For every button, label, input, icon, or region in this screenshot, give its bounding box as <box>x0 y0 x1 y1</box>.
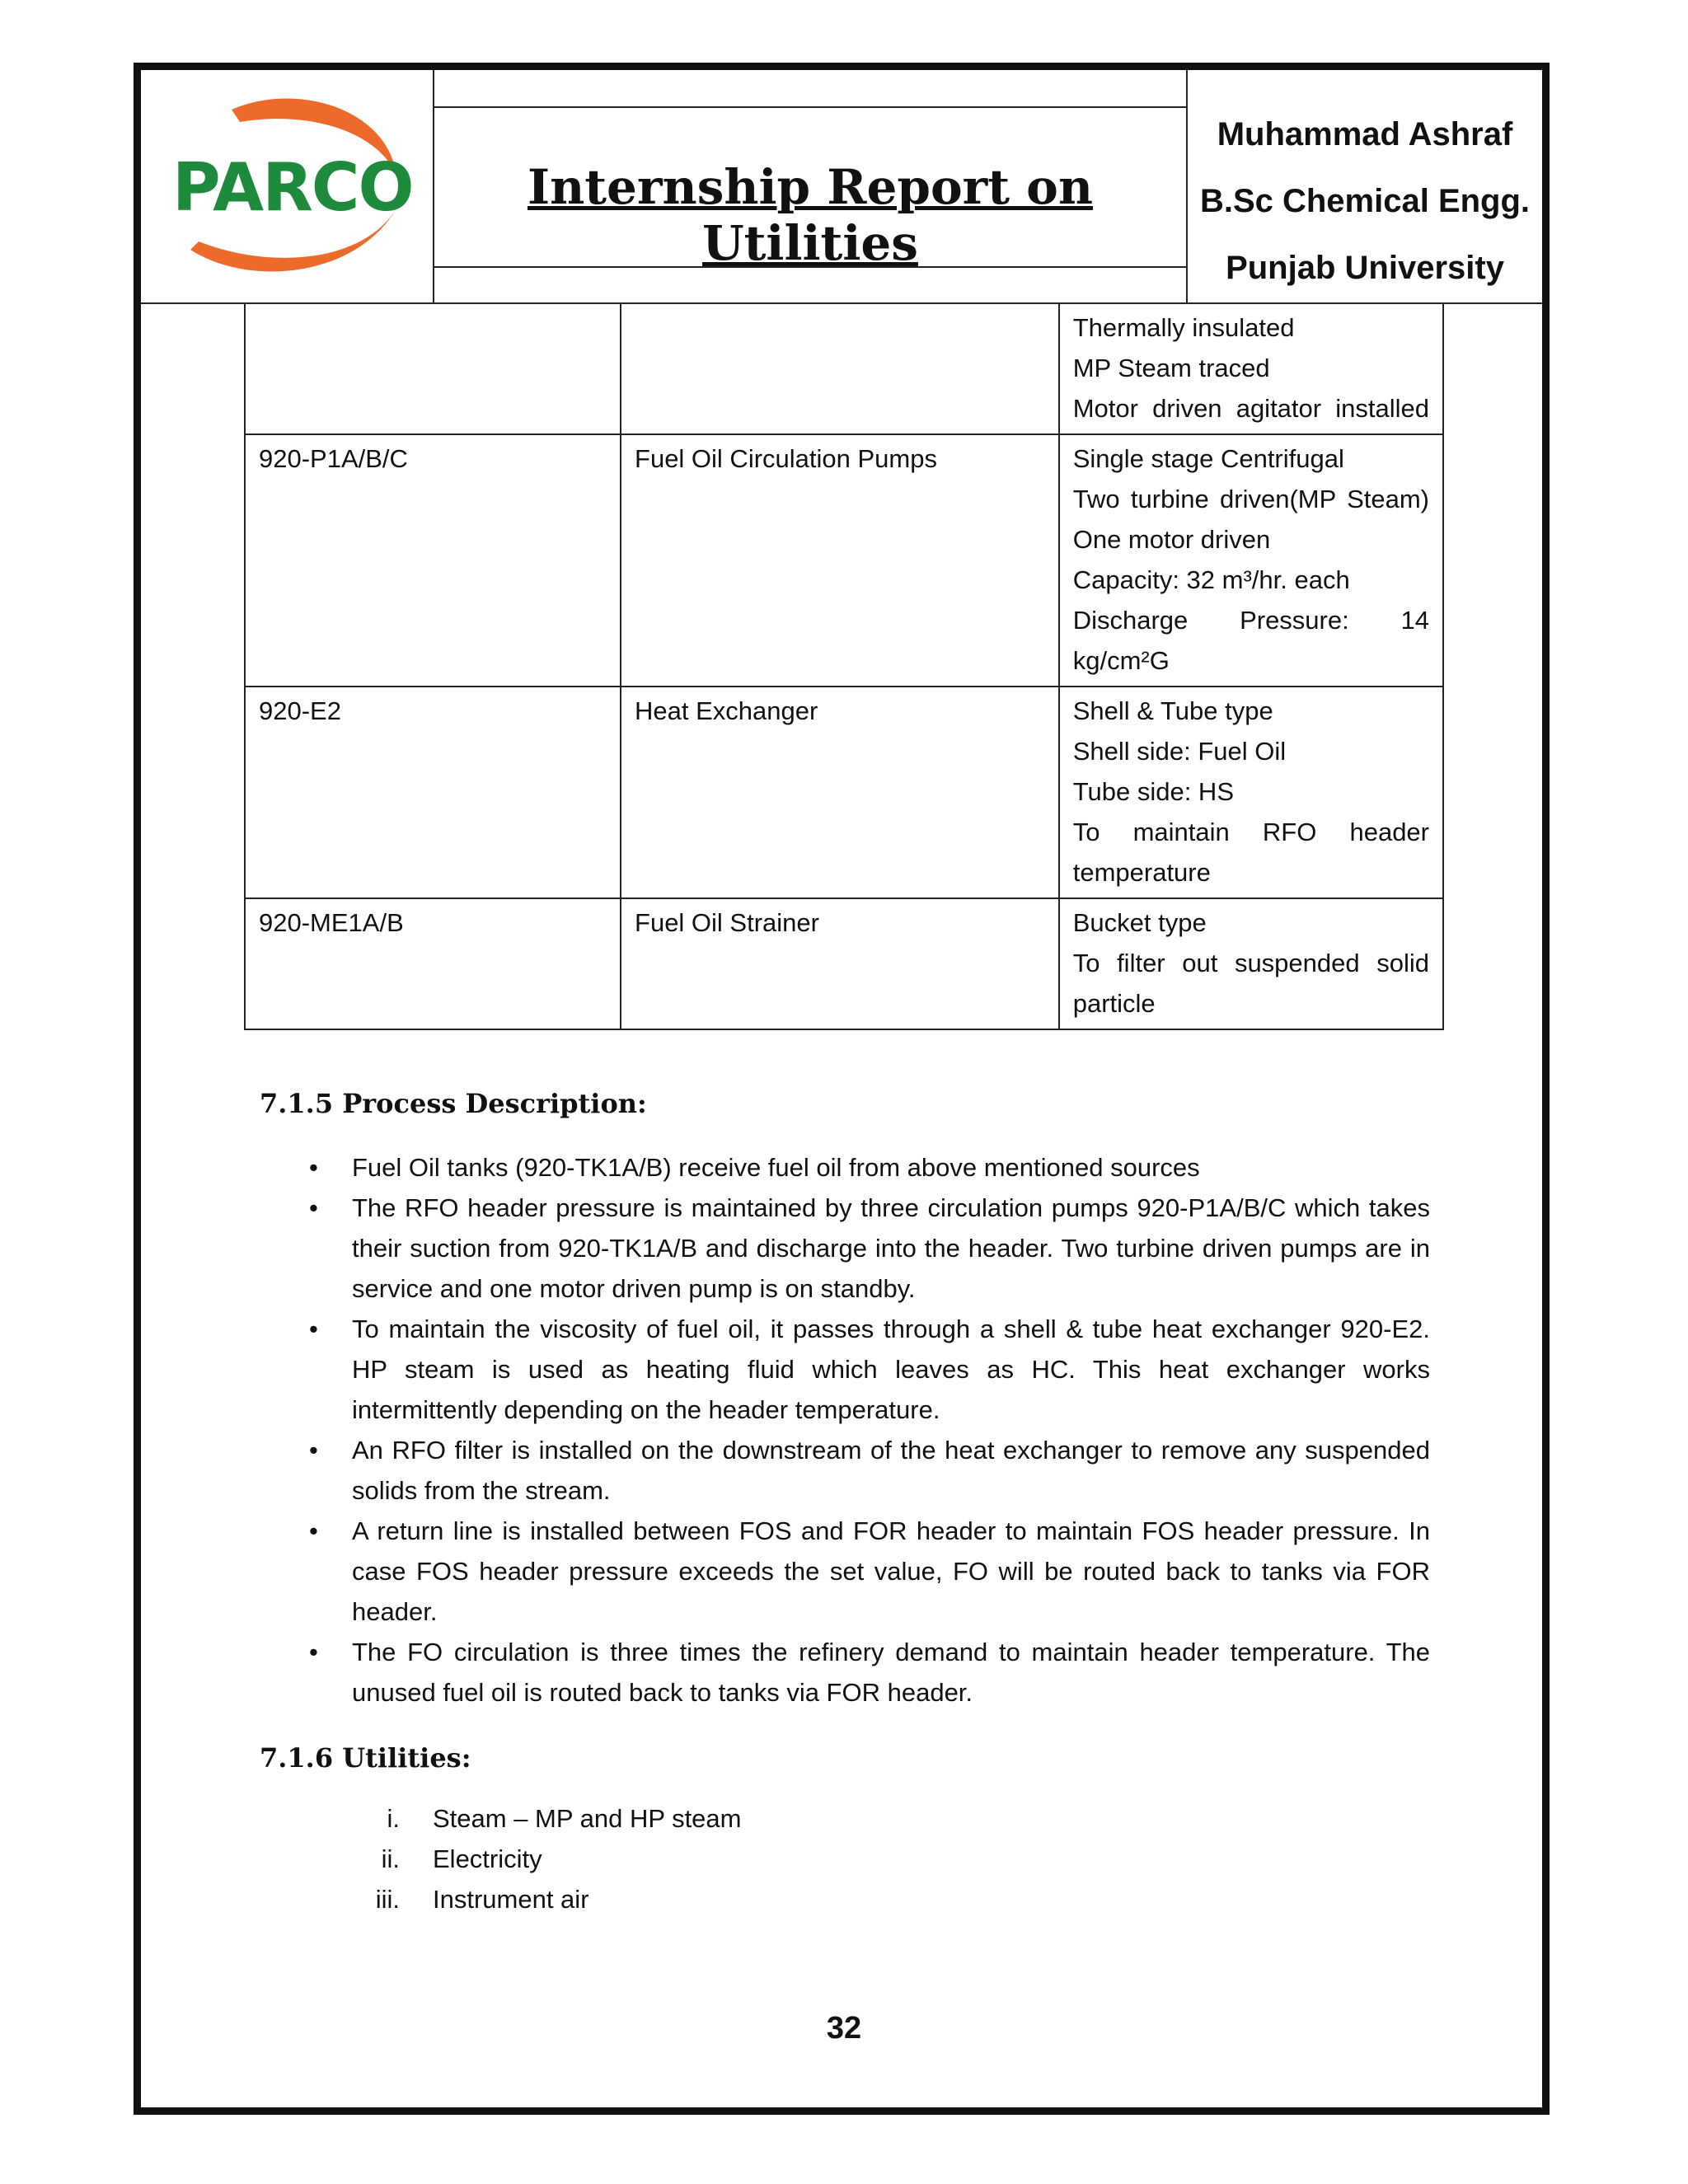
main-content <box>260 1088 1430 1919</box>
table-cell-specs <box>1059 687 1443 898</box>
table-cell-tag: 920-E2 <box>245 687 621 898</box>
table-row <box>245 687 1443 898</box>
list-item: iii. Instrument air <box>375 1885 589 1914</box>
table-row <box>245 303 1443 434</box>
table-row <box>245 434 1443 687</box>
spec-line: To filter out suspended solid particle <box>1072 949 1429 1018</box>
table-cell-name: Fuel Oil Strainer <box>621 898 1059 1029</box>
page-header <box>141 70 1542 304</box>
bullet-icon: • <box>309 1153 318 1182</box>
table-cell-tag <box>245 303 621 434</box>
table-cell-tag: 920-P1A/B/C <box>245 434 621 687</box>
process-bullet-list <box>260 1147 1430 1713</box>
spec-line: MP Steam traced <box>1072 354 1270 382</box>
table-cell-specs <box>1059 434 1443 687</box>
list-item: ii. Electricity <box>381 1844 542 1873</box>
table-cell-specs <box>1059 898 1443 1029</box>
spec-line: Shell & Tube type <box>1072 696 1273 725</box>
spec-line: Capacity: 32 m³/hr. each <box>1072 565 1350 594</box>
spec-line: Shell side: Fuel Oil <box>1072 737 1287 766</box>
spec-line: To maintain RFO header temperature <box>1072 818 1429 887</box>
spec-line: Two turbine driven(MP Steam) <box>1072 485 1429 513</box>
list-item: • An RFO filter is installed on the downstream of the heat exchanger to remove any suspended solids from the stream. <box>260 1430 1430 1511</box>
list-item: • The FO circulation is three times the refinery demand to maintain header temperature. The unused fuel oil is routed back to tanks via FOR header. <box>260 1632 1430 1713</box>
spec-line: Bucket type <box>1072 908 1207 937</box>
process-heading: 7.1.5 Process Description: <box>260 1088 647 1119</box>
equipment-table <box>244 302 1444 1030</box>
list-item: • The RFO header pressure is maintained by three circulation pumps 920-P1A/B/C which takes their suction from 920-TK1A/B and discharge into the header. Two turbine driven pumps are in service and one motor driven pump is on standby. <box>260 1188 1430 1309</box>
author-name: Muhammad Ashraf <box>1217 116 1513 152</box>
spec-line: Thermally insulated <box>1072 313 1295 342</box>
table-cell-tag: 920-ME1A/B <box>245 898 621 1029</box>
bullet-icon: • <box>309 1436 318 1465</box>
list-item: • A return line is installed between FOS and FOR header to maintain FOS header pressure. In case FOS header pressure exceeds the set value, FO will be routed back to tanks via FOR header. <box>260 1511 1430 1632</box>
page-number: 32 <box>826 2011 862 2046</box>
spec-line: One motor driven <box>1072 525 1271 554</box>
logo-cell <box>141 70 434 302</box>
bullet-icon: • <box>309 1516 318 1545</box>
spec-line: Motor driven agitator installed <box>1072 394 1429 423</box>
list-item: i. Steam – MP and HP steam <box>387 1804 742 1833</box>
report-title: Internship Report on Utilities <box>527 159 1094 271</box>
author-university: Punjab University <box>1226 250 1504 286</box>
table-cell-name: Fuel Oil Circulation Pumps <box>621 434 1059 687</box>
table-cell-specs <box>1059 303 1443 434</box>
author-cell <box>1188 70 1542 302</box>
spec-line: Tube side: HS <box>1072 777 1234 806</box>
parco-logo-text: PARCO <box>172 149 413 226</box>
bullet-icon: • <box>309 1193 318 1222</box>
table-cell-name <box>621 303 1059 434</box>
table-row <box>245 898 1443 1029</box>
author-degree: B.Sc Chemical Engg. <box>1199 183 1531 219</box>
title-cell <box>434 70 1188 302</box>
utilities-heading: 7.1.6 Utilities: <box>260 1742 471 1774</box>
spec-line: Single stage Centrifugal <box>1072 444 1344 473</box>
list-item: • To maintain the viscosity of fuel oil, it passes through a shell & tube heat exchanger 920-E2. HP steam is used as heating fluid which leaves as HC. This heat exchanger works intermittently depending on the header temperature. <box>260 1309 1430 1430</box>
bullet-icon: • <box>309 1638 318 1666</box>
spec-line: Discharge Pressure: 14 kg/cm²G <box>1072 606 1429 675</box>
bullet-icon: • <box>309 1315 318 1343</box>
table-cell-name: Heat Exchanger <box>621 687 1059 898</box>
list-item: • Fuel Oil tanks (920-TK1A/B) receive fuel oil from above mentioned sources <box>260 1147 1430 1188</box>
utilities-list <box>260 1798 1430 1919</box>
